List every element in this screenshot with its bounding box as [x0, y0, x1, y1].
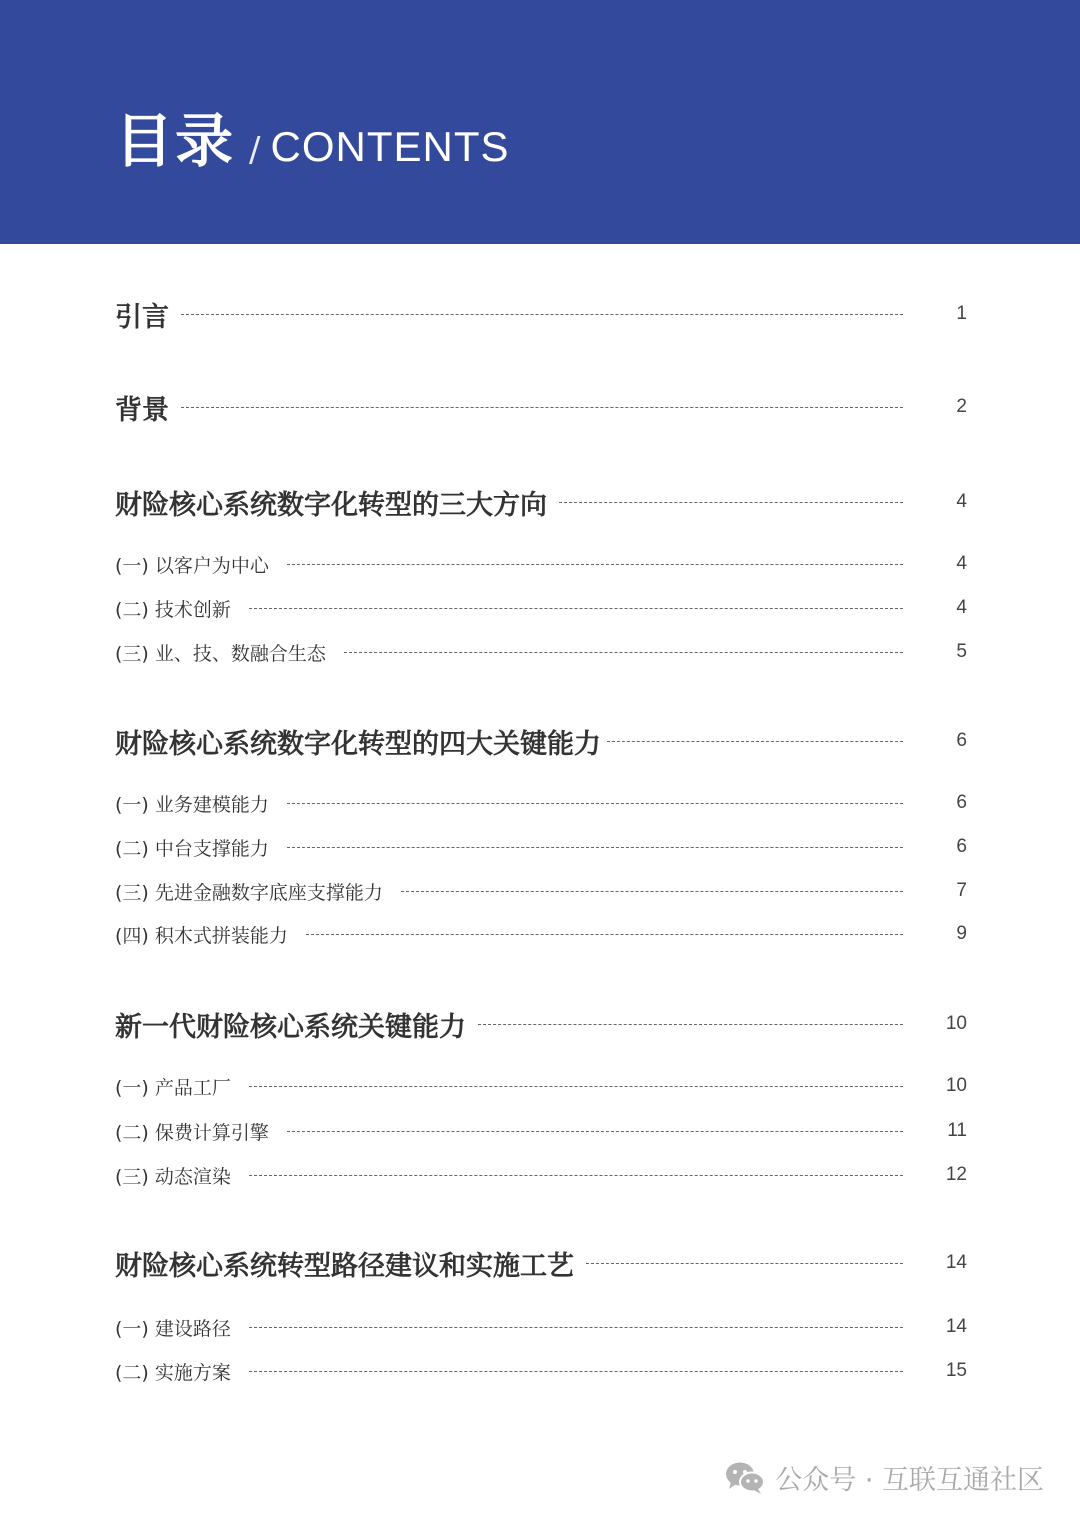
page-title	[115, 107, 510, 175]
toc-subentry[interactable]	[115, 588, 967, 628]
toc-dotted-leader	[287, 1131, 903, 1132]
toc-dotted-leader	[249, 1086, 903, 1087]
toc-entry-three-directions[interactable]	[115, 482, 967, 522]
toc-dotted-leader	[559, 502, 903, 503]
toc-subentry[interactable]	[115, 1307, 967, 1347]
toc-entry-label: (二) 中台支撑能力	[115, 837, 269, 860]
toc-entry-label: 财险核心系统数字化转型的四大关键能力	[115, 728, 601, 760]
toc-dotted-leader	[249, 1175, 903, 1176]
toc-page-number: 2	[956, 396, 967, 417]
toc-page-number: 4	[956, 553, 967, 574]
toc-entry-label: (一) 建设路径	[115, 1317, 231, 1340]
footer-watermark	[725, 1458, 1044, 1497]
toc-page-number: 7	[956, 880, 967, 901]
toc-entry-new-generation[interactable]	[115, 1004, 967, 1044]
toc-page-number: 10	[945, 1075, 967, 1096]
toc-dotted-leader	[249, 1371, 903, 1372]
toc-entry-label: (三) 业、技、数融合生态	[115, 642, 326, 665]
toc-page-number: 14	[945, 1316, 967, 1337]
toc-entry-label: 背景	[115, 394, 169, 426]
toc-page-number: 1	[956, 303, 967, 324]
toc-page-number: 4	[956, 597, 967, 618]
toc-entry-label: 财险核心系统转型路径建议和实施工艺	[115, 1250, 574, 1282]
title-english: CONTENTS	[270, 123, 510, 170]
toc-entry-label: (一) 业务建模能力	[115, 793, 269, 816]
toc-dotted-leader	[249, 1327, 903, 1328]
toc-page-number: 15	[945, 1360, 967, 1381]
toc-page-number: 11	[947, 1120, 967, 1141]
toc-entry-label: (一) 以客户为中心	[115, 554, 269, 577]
toc-entry-background[interactable]	[115, 387, 967, 427]
toc-dotted-leader	[287, 847, 903, 848]
toc-page-number: 14	[945, 1252, 967, 1273]
toc-entry-label: 新一代财险核心系统关键能力	[115, 1011, 466, 1043]
toc-entry-label: (四) 积木式拼装能力	[115, 924, 288, 947]
toc-dotted-leader	[249, 608, 903, 609]
toc-page-number: 9	[956, 923, 967, 944]
toc-subentry[interactable]	[115, 1066, 967, 1106]
title-chinese: 目录	[115, 107, 236, 175]
footer-text: 公众号 · 互联互通社区	[775, 1465, 1044, 1496]
toc-dotted-leader	[607, 741, 903, 742]
toc-subentry[interactable]	[115, 827, 967, 867]
toc-dotted-leader	[287, 803, 903, 804]
toc-dotted-leader	[181, 407, 903, 408]
wechat-icon	[725, 1461, 765, 1495]
toc-dotted-leader	[586, 1263, 903, 1264]
toc-subentry[interactable]	[115, 632, 967, 672]
toc-entry-four-capabilities[interactable]	[115, 721, 967, 761]
toc-page-number: 10	[945, 1013, 967, 1034]
toc-subentry[interactable]	[115, 1111, 967, 1151]
toc-subentry[interactable]	[115, 871, 967, 911]
toc-entry-label: (二) 实施方案	[115, 1361, 231, 1384]
toc-page-number: 5	[956, 641, 967, 662]
toc-dotted-leader	[306, 934, 903, 935]
toc-page-number: 6	[956, 730, 967, 751]
toc-entry-label: (二) 技术创新	[115, 598, 231, 621]
toc-entry-transformation-path[interactable]	[115, 1243, 967, 1283]
toc-dotted-leader	[344, 652, 903, 653]
toc-dotted-leader	[401, 891, 903, 892]
toc-dotted-leader	[478, 1024, 903, 1025]
toc-page-number: 6	[956, 792, 967, 813]
toc-subentry[interactable]	[115, 783, 967, 823]
toc-subentry[interactable]	[115, 1155, 967, 1195]
toc-dotted-leader	[181, 314, 903, 315]
toc-subentry[interactable]	[115, 1351, 967, 1391]
toc-page-number: 12	[945, 1164, 967, 1185]
toc-subentry[interactable]	[115, 914, 967, 954]
toc-subentry[interactable]	[115, 544, 967, 584]
header-banner	[0, 0, 1080, 244]
toc-entry-label: 财险核心系统数字化转型的三大方向	[115, 489, 547, 521]
toc-dotted-leader	[287, 564, 903, 565]
title-slash: /	[249, 130, 261, 170]
toc-entry-label: (二) 保费计算引擎	[115, 1121, 269, 1144]
toc-entry-intro[interactable]	[115, 294, 967, 334]
toc-entry-label: (三) 先进金融数字底座支撑能力	[115, 881, 383, 904]
toc-page-number: 4	[956, 491, 967, 512]
toc-entry-label: 引言	[115, 301, 169, 333]
toc-entry-label: (一) 产品工厂	[115, 1076, 231, 1099]
toc-entry-label: (三) 动态渲染	[115, 1165, 231, 1188]
toc-page-number: 6	[956, 836, 967, 857]
